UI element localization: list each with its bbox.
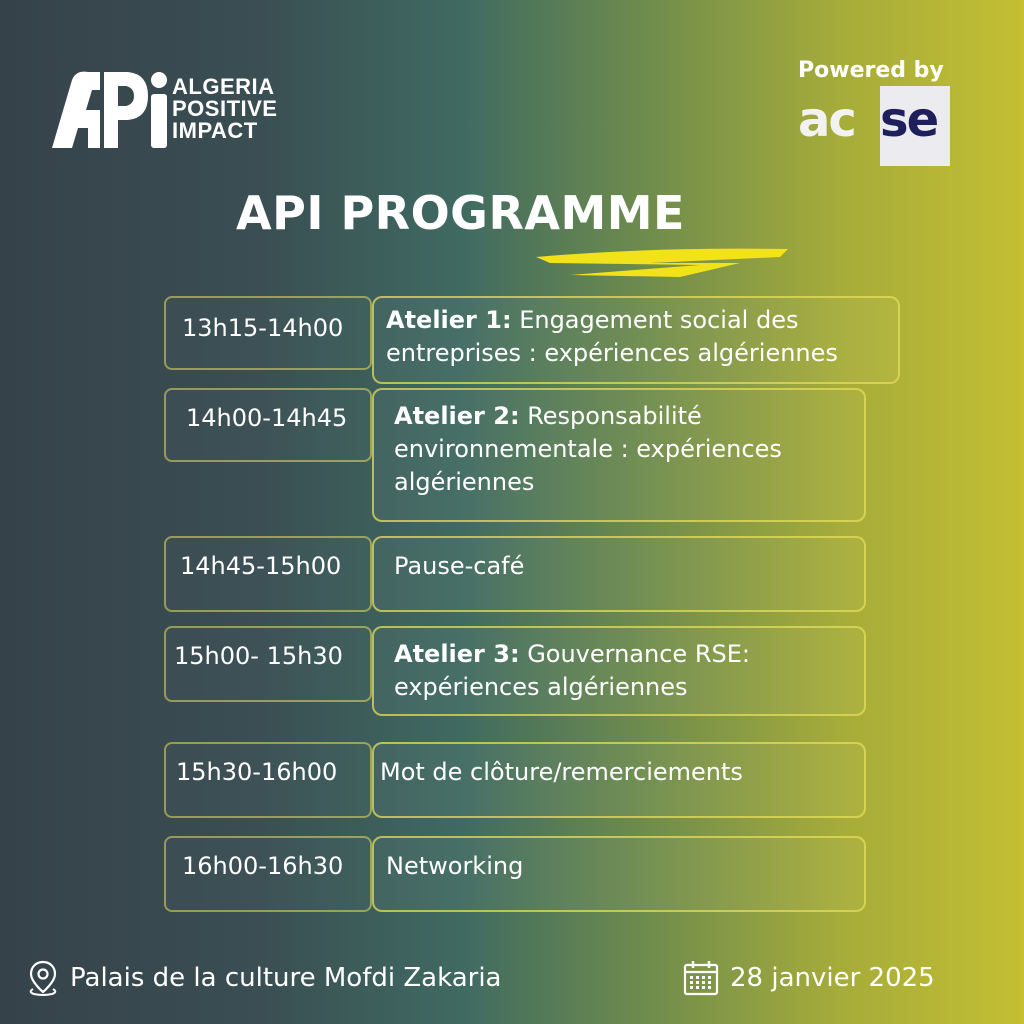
brand-line-1: ALGERIA [172,74,275,99]
location-text: Palais de la culture Mofdi Zakaria [70,963,502,993]
time-slot-4: 15h00- 15h30 [174,642,343,670]
date-text: 28 janvier 2025 [730,963,935,993]
session-text-4 [394,638,844,704]
brand-line-2: POSITIVE [172,96,278,121]
partner-logo-se: se [880,92,938,148]
session-desc-1: Engagement social des entreprises : expériences algériennes [386,306,838,367]
session-text-3 [394,550,844,583]
footer-location [26,958,501,998]
api-logo [48,70,168,150]
session-desc-3: Pause-café [394,552,525,580]
session-desc-2: Responsabilité environnementale : expériences algériennes [394,402,782,496]
page-title: API PROGRAMME [236,186,685,240]
session-desc-5: Mot de clôture/remerciements [380,758,743,786]
session-text-6 [386,850,846,883]
map-pin-icon [26,959,60,997]
footer-date [682,958,935,998]
brand-line-3: IMPACT [172,118,258,143]
session-text-1 [386,304,896,370]
session-label-2: Atelier 2: [394,402,520,430]
time-slot-6: 16h00-16h30 [182,852,344,880]
time-slot-5: 15h30-16h00 [176,758,338,786]
time-slot-3: 14h45-15h00 [180,552,342,580]
title-underline-scribble [530,243,790,283]
calendar-icon [682,959,720,997]
time-slot-1: 13h15-14h00 [182,314,344,342]
brand-name [172,76,277,142]
session-desc-4: Gouvernance RSE: expériences algériennes [394,640,750,701]
time-slot-2: 14h00-14h45 [186,404,348,432]
session-label-4: Atelier 3: [394,640,520,668]
powered-by-label: Powered by [798,58,944,83]
session-desc-6: Networking [386,852,524,880]
session-text-2 [394,400,844,499]
partner-logo-ac: ac [798,92,855,148]
session-label-1: Atelier 1: [386,306,512,334]
session-text-5 [380,756,860,789]
partner-logo [798,86,950,166]
